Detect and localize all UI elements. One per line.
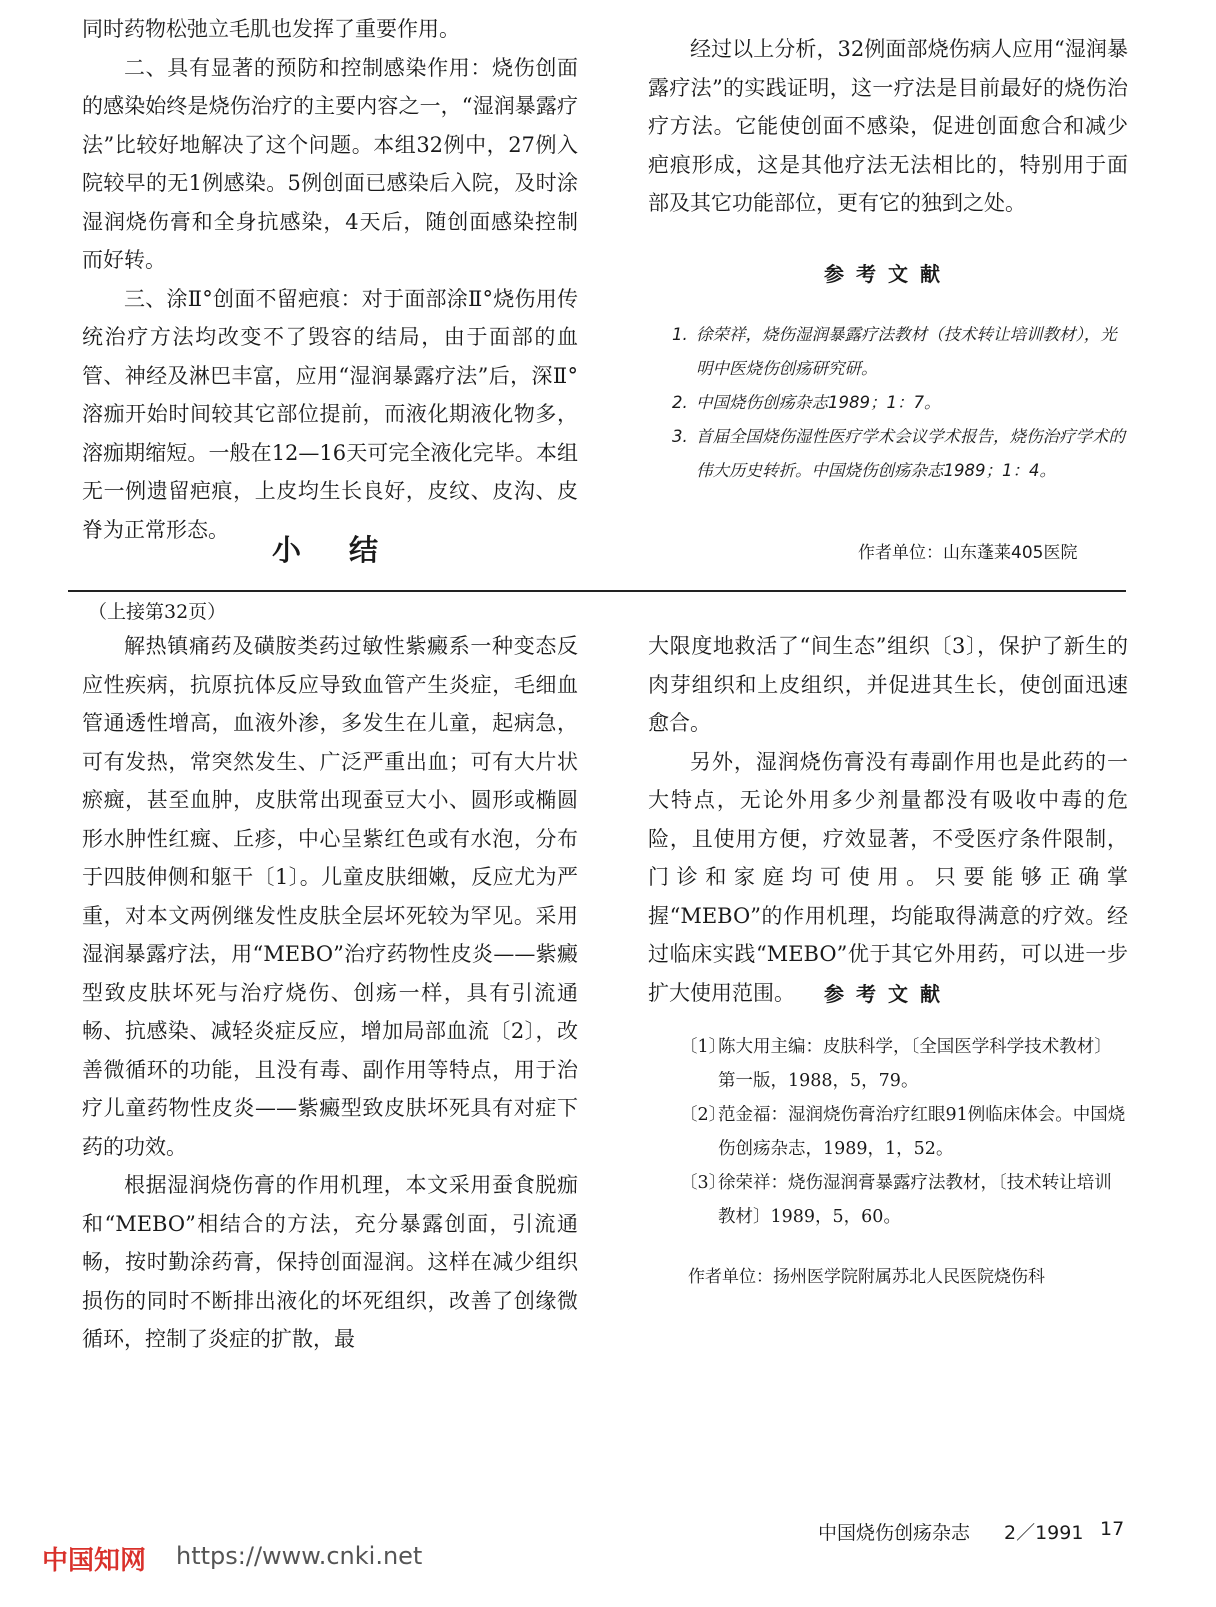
reference-item bbox=[680, 1098, 1128, 1166]
cnki-logo: 中国知网 bbox=[42, 1546, 147, 1576]
reference-item bbox=[672, 318, 1128, 386]
footer-issue: 2／1991 bbox=[1004, 1522, 1084, 1544]
reference-item bbox=[672, 386, 1128, 420]
references-heading-top: 参考文献 bbox=[824, 262, 952, 286]
reference-text: 陈大用主编：皮肤科学，〔全国医学科学技术教材〕第一版，1988，5，79。 bbox=[718, 1037, 1112, 1091]
reference-number: 2. bbox=[672, 393, 688, 412]
footer-journal-name: 中国烧伤创疡杂志 bbox=[818, 1522, 971, 1544]
reference-number: 〔3〕 bbox=[680, 1173, 727, 1193]
bottom-references bbox=[648, 978, 1128, 1007]
bottom-left-column bbox=[82, 627, 578, 1359]
reference-text: 首届全国烧伤湿性医疗学术会议学术报告，烧伤治疗学术的伟大历史转折。中国烧伤创疡杂志1989；1：4。 bbox=[696, 427, 1125, 480]
top-references bbox=[648, 258, 1128, 287]
top-right-column bbox=[648, 30, 1128, 223]
paragraph-bl-1: 解热镇痛药及磺胺类药过敏性紫癜系一种变态反应性疾病，抗原抗体反应导致血管产生炎症，毛细血管通透性增高，血液外渗，多发生在儿童，起病急，可有发热，常突然发生、广泛严重出血；可有大片状瘀癍，甚至血肿，皮肤常出现蚕豆大小、圆形或椭圆形水肿性红癍、丘疹，中心呈紫红色或有水泡，分布于四肢伸侧和躯干〔1〕。儿童皮肤细嫩，反应尤为严重，对本文两例继发性皮肤全层坏死较为罕见。采用湿润暴露疗法，用“MEBO”治疗药物性皮炎——紫癜型致皮肤坏死与治疗烧伤、创疡一样，具有引流通畅、抗感染、减轻炎症反应，增加局部血流〔2〕，改善微循环的功能，且没有毒、副作用等特点，用于治疗儿童药物性皮炎——紫癜型致皮肤坏死具有对症下药的功效。 bbox=[82, 634, 578, 1159]
reference-number: 〔1〕 bbox=[680, 1037, 727, 1057]
cnki-url[interactable]: https://www.cnki.net bbox=[176, 1542, 423, 1570]
reference-text: 中国烧伤创疡杂志1989；1：7。 bbox=[696, 393, 941, 412]
reference-text: 徐荣祥：烧伤湿润膏暴露疗法教材，〔技术转让培训教材〕1989，5，60。 bbox=[718, 1173, 1112, 1227]
author-affiliation-top: 作者单位：山东蓬莱405医院 bbox=[858, 543, 1078, 563]
page-number: 17 bbox=[1100, 1518, 1125, 1540]
reference-number: 〔2〕 bbox=[680, 1105, 727, 1125]
references-heading-bottom: 参考文献 bbox=[824, 982, 952, 1006]
paragraph-br-1: 大限度地救活了“间生态”组织〔3〕，保护了新生的肉芽组织和上皮组织，并促进其生长，使创面迅速愈合。 bbox=[648, 634, 1128, 735]
reference-text: 徐荣祥，烧伤湿润暴露疗法教材（技术转让培训教材），光明中医烧伤创疡研究研。 bbox=[696, 325, 1117, 378]
paragraph-tl-2: 二、具有显著的预防和控制感染作用：烧伤创面的感染始终是烧伤治疗的主要内容之一，“湿润暴露疗法”比较好地解决了这个问题。本组32例中，27例入院较早的无1例感染。5例创面已感染后入院，及时涂湿润烧伤膏和全身抗感染，4天后，随创面感染控制而好转。 bbox=[82, 55, 578, 272]
reference-number: 3. bbox=[672, 427, 688, 446]
paragraph-bl-2: 根据湿润烧伤膏的作用机理，本文采用蚕食脱痂和“MEBO”相结合的方法，充分暴露创面，引流通畅，按时勤涂药膏，保持创面湿润。这样在减少组织损伤的同时不断排出液化的坏死组织，改善了创缘微循环，控制了炎症的扩散，最 bbox=[82, 1173, 578, 1351]
reference-item bbox=[680, 1030, 1128, 1098]
reference-text: 范金福：湿润烧伤膏治疗红眼91例临床体会。中国烧伤创疡杂志，1989，1，52。 bbox=[718, 1105, 1126, 1159]
reference-item bbox=[672, 420, 1128, 488]
continued-note: （上接第32页） bbox=[88, 601, 227, 623]
top-reference-list bbox=[672, 318, 1128, 488]
paragraph-br-2: 另外，湿润烧伤膏没有毒副作用也是此药的一大特点，无论外用多少剂量都没有吸收中毒的危险，且使用方便，疗效显著，不受医疗条件限制，门诊和家庭均可使用。只要能够正确掌握“MEBO”的作用机理，均能取得满意的疗效。经过临床实践“MEBO”优于其它外用药，可以进一步扩大使用范围。 bbox=[648, 749, 1128, 1005]
bottom-right-column bbox=[648, 627, 1128, 1012]
top-left-column bbox=[82, 10, 578, 549]
reference-number: 1. bbox=[672, 325, 688, 344]
reference-item bbox=[680, 1166, 1128, 1234]
paragraph-tl-3: 三、涂Ⅱ°创面不留疤痕：对于面部涂Ⅱ°烧伤用传统治疗方法均改变不了毁容的结局，由于面部的血管、神经及淋巴丰富，应用“湿润暴露疗法”后，深Ⅱ°溶痂开始时间较其它部位提前，而液化期液化物多，溶痂期缩短。一般在12—16天可完全液化完毕。本组无一例遗留疤痕，上皮均生长良好，皮纹、皮沟、皮脊为正常形态。 bbox=[82, 286, 578, 542]
section-divider bbox=[68, 590, 1126, 592]
author-affiliation-bottom: 作者单位：扬州医学院附属苏北人民医院烧伤科 bbox=[688, 1267, 1045, 1287]
paragraph-tl-1: 同时药物松弛立毛肌也发挥了重要作用。 bbox=[82, 17, 460, 41]
paragraph-tr-1: 经过以上分析，32例面部烧伤病人应用“湿润暴露疗法”的实践证明，这一疗法是目前最好的烧伤治疗方法。它能使创面不感染，促进创面愈合和减少疤痕形成，这是其他疗法无法相比的，特别用于面部及其它功能部位，更有它的独到之处。 bbox=[648, 37, 1128, 215]
section-title-summary: 小结 bbox=[272, 533, 427, 567]
bottom-reference-list bbox=[680, 1030, 1128, 1234]
